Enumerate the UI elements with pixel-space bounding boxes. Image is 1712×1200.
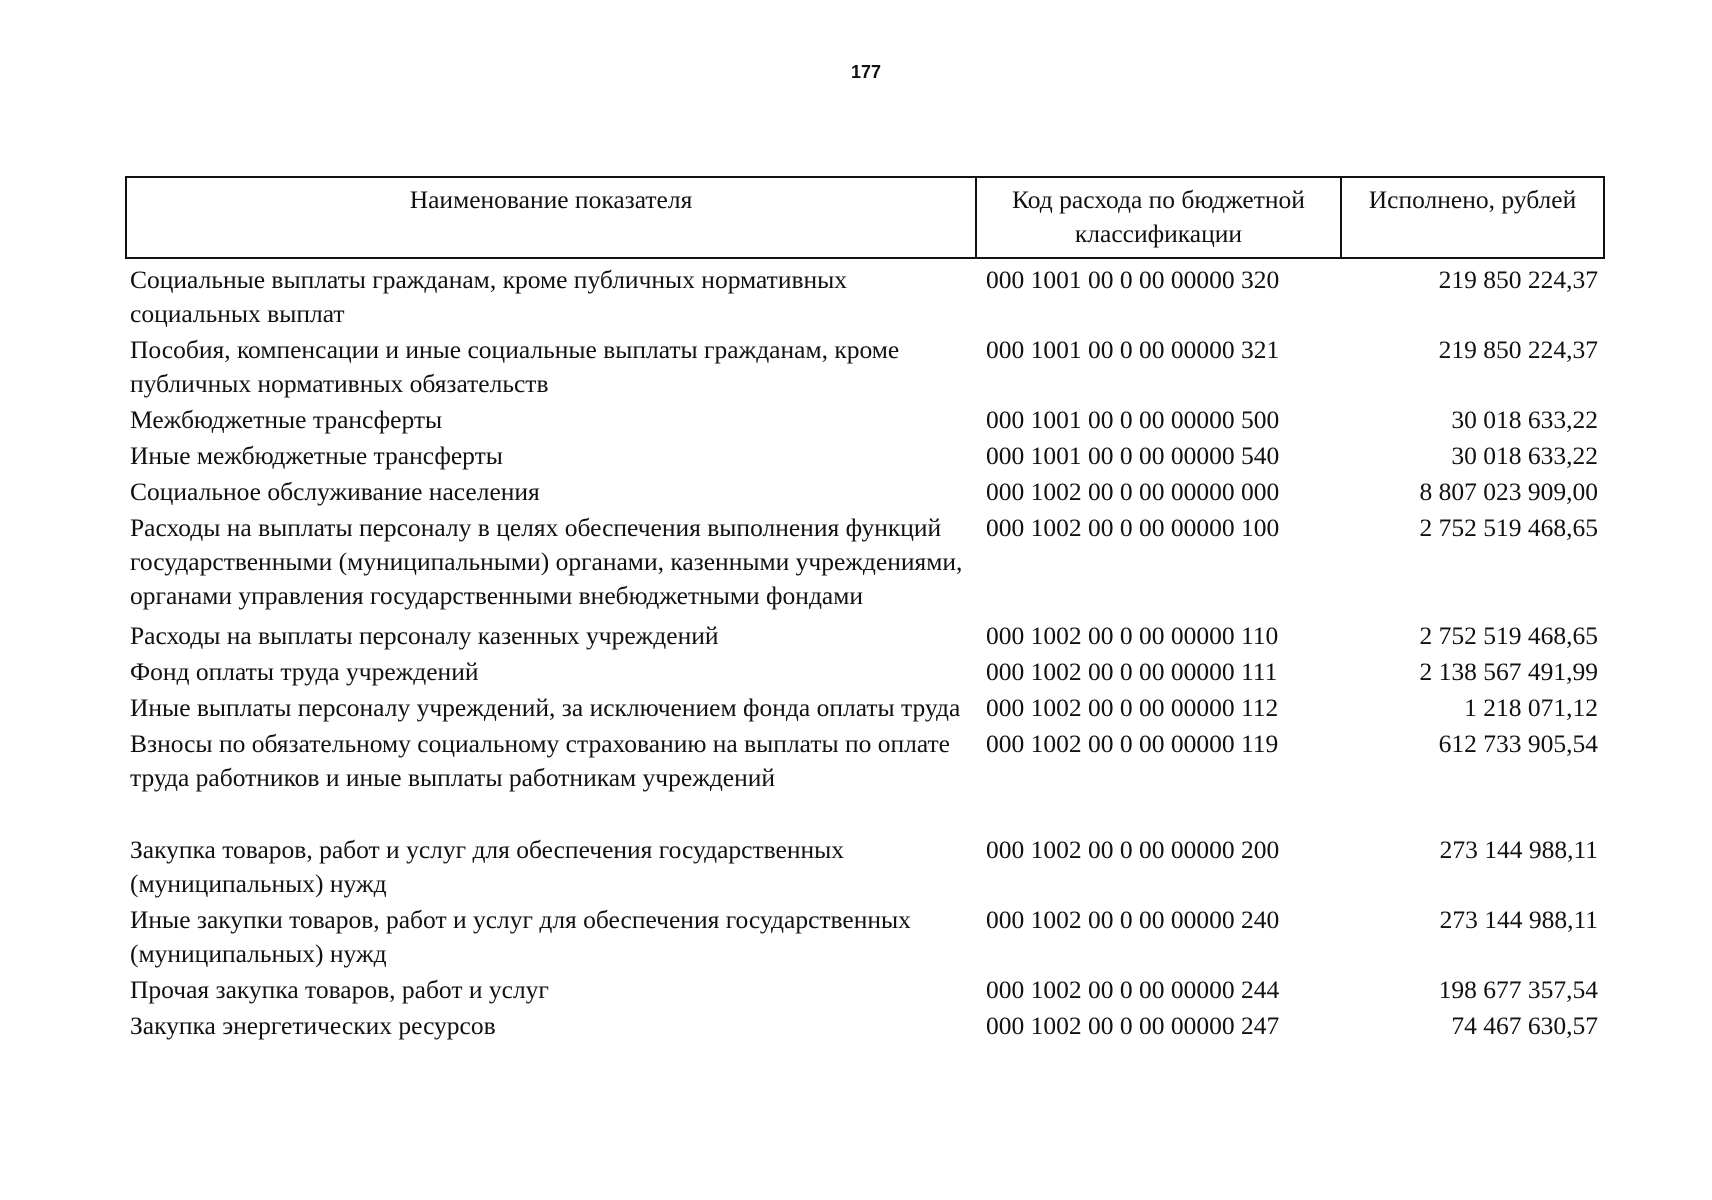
table-row xyxy=(126,691,1604,727)
indicator-name: Иные закупки товаров, работ и услуг для обеспечения государственных (муниципальных) нужд xyxy=(130,905,911,968)
budget-code: 000 1002 00 0 00 00000 112 xyxy=(986,693,1279,722)
table-row xyxy=(126,511,1604,619)
table-row xyxy=(126,333,1604,403)
executed-amount: 219 850 224,37 xyxy=(1438,335,1598,364)
table-row xyxy=(126,1009,1604,1045)
indicator-name: Иные выплаты персоналу учреждений, за исключением фонда оплаты труда xyxy=(130,693,961,722)
executed-amount: 612 733 905,54 xyxy=(1438,729,1598,758)
executed-amount: 2 138 567 491,99 xyxy=(1419,657,1598,686)
indicator-name: Межбюджетные трансферты xyxy=(130,405,443,434)
table-row xyxy=(126,973,1604,1009)
header-executed-amount: Исполнено, рублей xyxy=(1341,177,1604,258)
budget-code: 000 1002 00 0 00 00000 111 xyxy=(986,657,1278,686)
table-row xyxy=(126,727,1604,833)
budget-code: 000 1002 00 0 00 00000 247 xyxy=(986,1011,1280,1040)
indicator-name: Взносы по обязательному социальному страхованию на выплаты по оплате труда работников и иные выплаты работникам учреждений xyxy=(130,729,950,792)
header-budget-code: Код расхода по бюджетной классификации xyxy=(976,177,1341,258)
executed-amount: 2 752 519 468,65 xyxy=(1419,621,1598,650)
budget-code: 000 1002 00 0 00 00000 000 xyxy=(986,477,1280,506)
page-number: 177 xyxy=(850,62,882,82)
indicator-name: Иные межбюджетные трансферты xyxy=(130,441,503,470)
budget-code: 000 1002 00 0 00 00000 110 xyxy=(986,621,1279,650)
executed-amount: 74 467 630,57 xyxy=(1451,1011,1598,1040)
table-header-row xyxy=(126,177,1604,258)
header-indicator-name: Наименование показателя xyxy=(126,177,976,258)
indicator-name: Пособия, компенсации и иные социальные выплаты гражданам, кроме публичных нормативных обязательств xyxy=(130,335,900,398)
table-row xyxy=(126,903,1604,973)
indicator-name: Закупка энергетических ресурсов xyxy=(130,1011,496,1040)
indicator-name: Закупка товаров, работ и услуг для обеспечения государственных (муниципальных) нужд xyxy=(130,835,845,898)
budget-code: 000 1002 00 0 00 00000 244 xyxy=(986,975,1280,1004)
indicator-name: Расходы на выплаты персоналу казенных учреждений xyxy=(130,621,719,650)
indicator-name: Социальные выплаты гражданам, кроме публичных нормативных социальных выплат xyxy=(130,265,848,328)
budget-code: 000 1001 00 0 00 00000 500 xyxy=(986,405,1280,434)
executed-amount: 219 850 224,37 xyxy=(1438,265,1598,294)
executed-amount: 1 218 071,12 xyxy=(1464,693,1598,722)
budget-code: 000 1001 00 0 00 00000 320 xyxy=(986,265,1280,294)
indicator-name: Фонд оплаты труда учреждений xyxy=(130,657,479,686)
budget-code: 000 1001 00 0 00 00000 321 xyxy=(986,335,1280,364)
executed-amount: 30 018 633,22 xyxy=(1451,441,1598,470)
executed-amount: 198 677 357,54 xyxy=(1438,975,1598,1004)
budget-code: 000 1002 00 0 00 00000 119 xyxy=(986,729,1279,758)
table-row xyxy=(126,403,1604,439)
table-row xyxy=(126,619,1604,655)
budget-code: 000 1002 00 0 00 00000 240 xyxy=(986,905,1280,934)
budget-code: 000 1002 00 0 00 00000 200 xyxy=(986,835,1280,864)
executed-amount: 273 144 988,11 xyxy=(1439,905,1598,934)
executed-amount: 273 144 988,11 xyxy=(1439,835,1598,864)
budget-code: 000 1002 00 0 00 00000 100 xyxy=(986,513,1280,542)
indicator-name: Расходы на выплаты персоналу в целях обеспечения выполнения функций государственными (муниципальными) органами, казенными учреждениями, органами управления государственными внебюджетными фондами xyxy=(130,513,963,610)
table-row xyxy=(126,655,1604,691)
table-row xyxy=(126,258,1604,333)
executed-amount: 30 018 633,22 xyxy=(1451,405,1598,434)
budget-code: 000 1001 00 0 00 00000 540 xyxy=(986,441,1280,470)
executed-amount: 2 752 519 468,65 xyxy=(1419,513,1598,542)
table-row xyxy=(126,833,1604,903)
executed-amount: 8 807 023 909,00 xyxy=(1419,477,1598,506)
table-row xyxy=(126,475,1604,511)
table-row xyxy=(126,439,1604,475)
indicator-name: Социальное обслуживание населения xyxy=(130,477,540,506)
indicator-name: Прочая закупка товаров, работ и услуг xyxy=(130,975,549,1004)
budget-execution-table xyxy=(125,176,1605,1045)
